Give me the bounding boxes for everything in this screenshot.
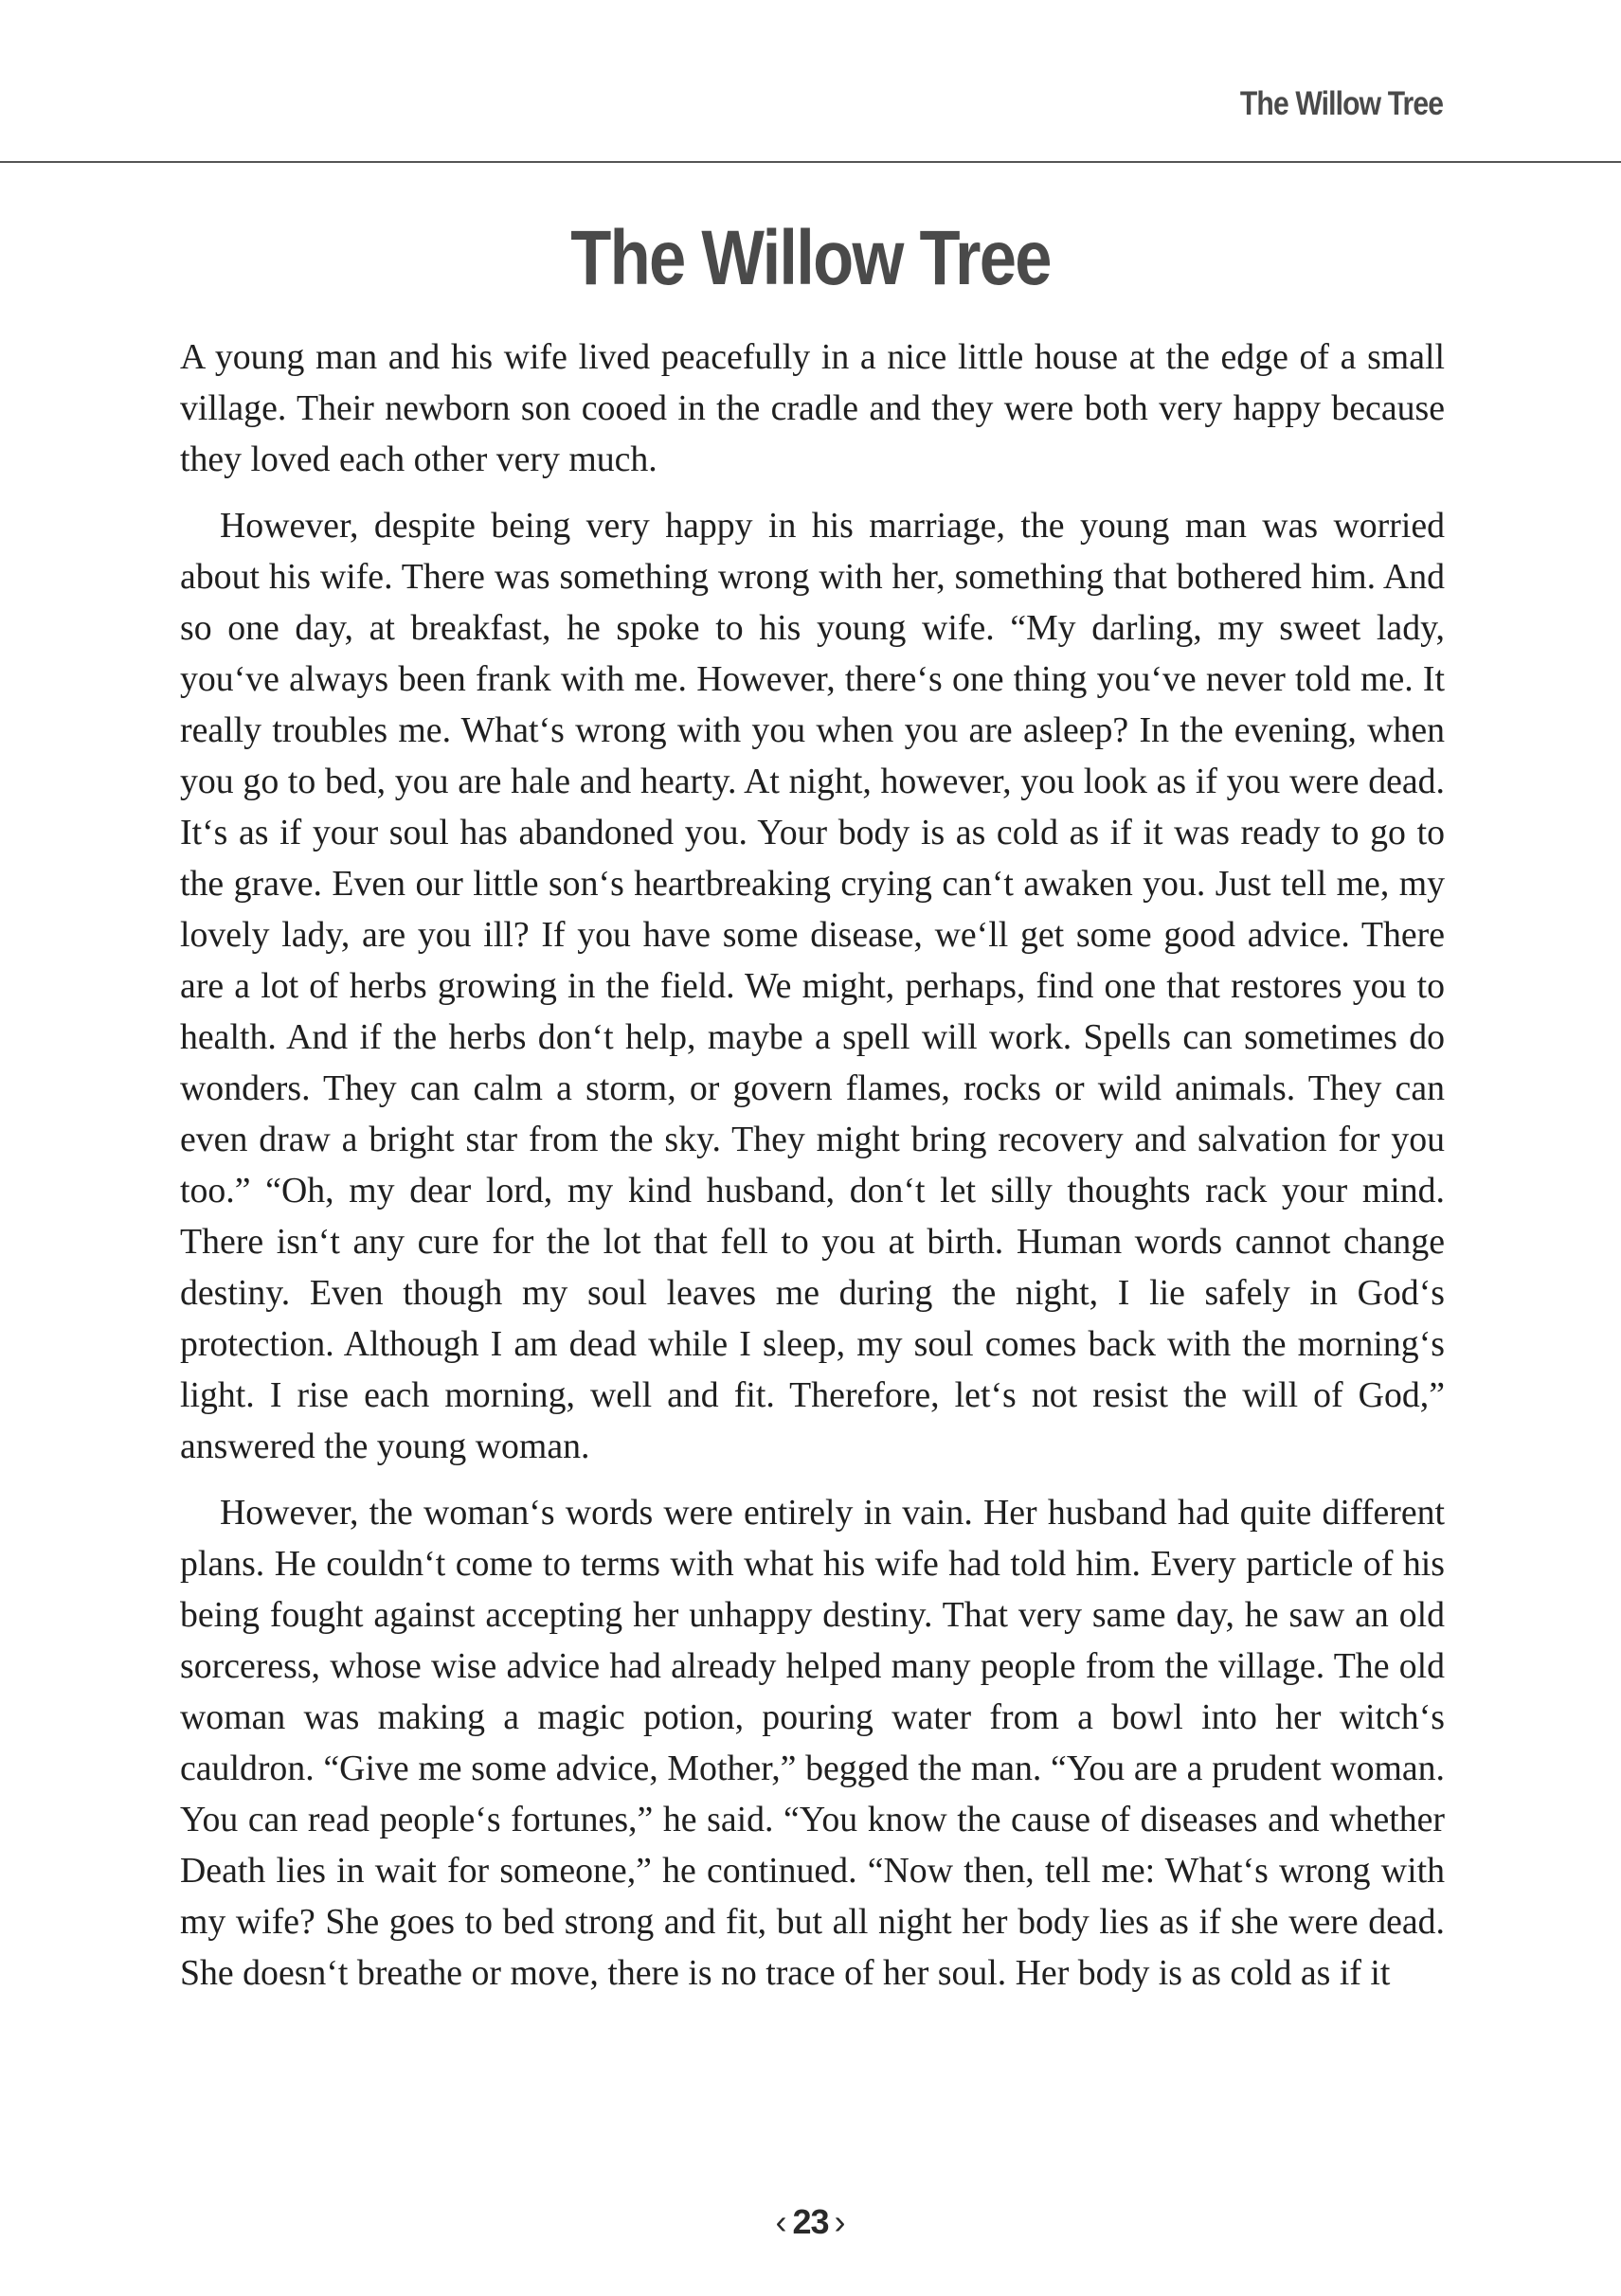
paragraph-3: However, the woman‘s words were entirely in vain. Her husband had quite different plans. He couldn‘t come to terms with what his wife had told him. Every particle of his being fought against accepting her unhappy destiny. That very same day, he saw an old sorceress, whose wise advice had already helped many people from the village. The old woman was making a magic potion, pouring water from a bowl into her witch‘s cauldron. “Give me some advice, Mother,” begged the man. “You are a prudent woman. You can read people‘s fortunes,” he said. “You know the cause of diseases and whether Death lies in wait for someone,” he continued. “Now then, tell me: What‘s wrong with my wife? She goes to bed strong and fit, but all night her body lies as if she were dead. She doesn‘t breathe or move, there is no trace of her soul. Her body is as cold as if it bbox=[180, 1493, 1445, 1993]
page-number bbox=[0, 2202, 1621, 2242]
header-rule bbox=[0, 161, 1621, 163]
page-number-right-mark: › bbox=[834, 2202, 846, 2241]
page-number-value: 23 bbox=[792, 2202, 829, 2241]
chapter-title: The Willow Tree bbox=[570, 215, 1051, 301]
running-head: The Willow Tree bbox=[1239, 85, 1443, 122]
paragraph-1: A young man and his wife lived peacefully in a nice little house at the edge of a small village. Their newborn son cooed in the cradle and they were both very happy because they loved each other very much. bbox=[180, 337, 1445, 479]
paragraph-2: However, despite being very happy in his marriage, the young man was worried about his wife. There was something wrong with her, something that bothered him. And so one day, at breakfast, he spoke to his young wife. “My darling, my sweet lady, you‘ve always been frank with me. However, there‘s one thing you‘ve never told me. It really troubles me. What‘s wrong with you when you are asleep? In the evening, when you go to bed, you are hale and hearty. At night, however, you look as if you were dead. It‘s as if your soul has abandoned you. Your body is as cold as if it was ready to go to the grave. Even our little son‘s heartbreaking crying can‘t awaken you. Just tell me, my lovely lady, are you ill? If you have some disease, we‘ll get some good advice. There are a lot of herbs growing in the field. We might, perhaps, find one that restores you to health. And if the herbs don‘t help, maybe a spell will work. Spells can sometimes do wonders. They can calm a storm, or govern flames, rocks or wild animals. They can even draw a bright star from the sky. They might bring recovery and salvation for you too.” “Oh, my dear lord, my kind husband, don‘t let silly thoughts rack your mind. There isn‘t any cure for the lot that fell to you at birth. Human words cannot change destiny. Even though my soul leaves me during the night, I lie safely in God‘s protection. Although I am dead while I sleep, my soul comes back with the morning‘s light. I rise each morning, well and fit. Therefore, let‘s not resist the will of God,” answered the young woman. bbox=[180, 506, 1445, 1466]
body-text bbox=[180, 332, 1445, 2014]
page-number-left-mark: ‹ bbox=[775, 2202, 787, 2241]
